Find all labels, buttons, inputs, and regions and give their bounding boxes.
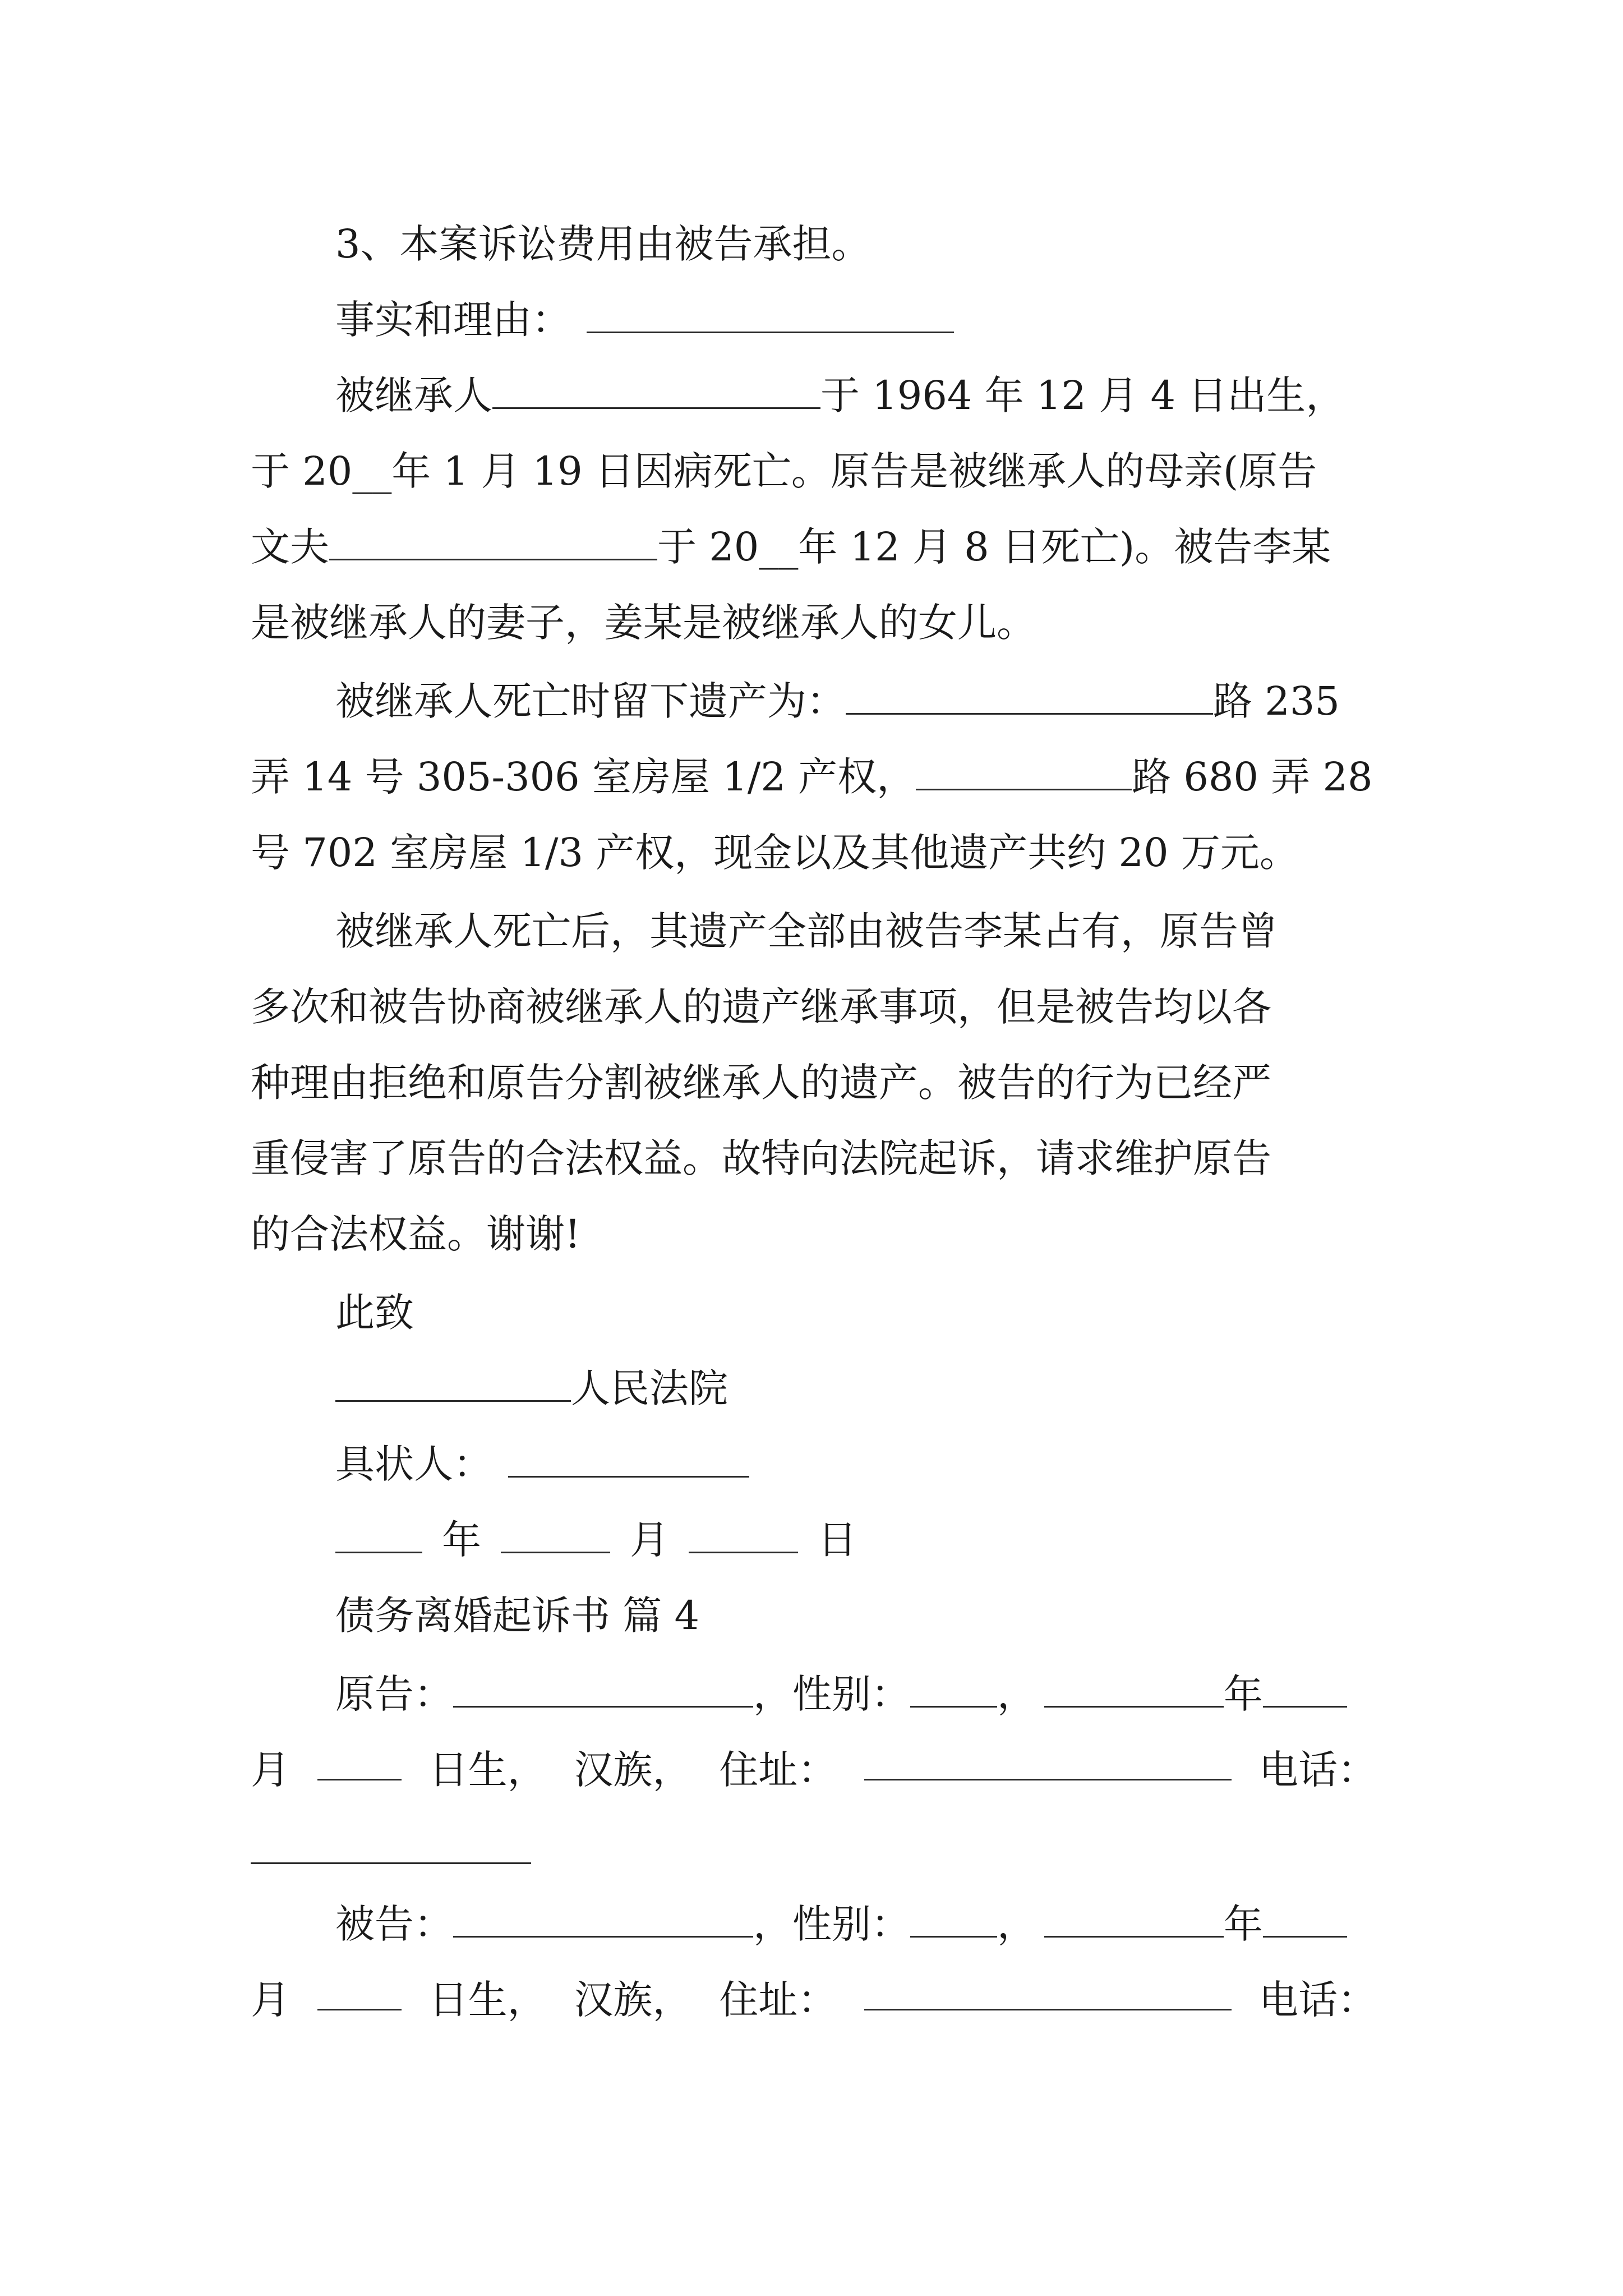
- property-line-2: 号 702 室房屋 1/3 产权，现金以及其他遗产共约 20 万元。: [251, 830, 1299, 876]
- defendant-name-blank: [453, 1899, 753, 1938]
- section-heading: 债务离婚起诉书 篇 4: [335, 1593, 700, 1639]
- month-blank: [501, 1515, 610, 1553]
- address-label: 住址：: [719, 1977, 837, 2023]
- paragraph-occupation-4: 重侵害了原告的合法权益。故特向法院起诉，请求维护原告: [251, 1135, 1271, 1181]
- gender-blank: [910, 1669, 997, 1708]
- husband-death-text: 于 20__年 12 月 8 日死亡)。被告李某: [657, 524, 1331, 570]
- decedent-line: [335, 367, 1345, 424]
- address-blank: [864, 1742, 1232, 1780]
- plaintiff-label: 原告：: [335, 1671, 453, 1717]
- ethnic-label: 汉族，: [574, 1747, 692, 1793]
- death-date-line: 于 20__年 1 月 19 日因病死亡。原告是被继承人的母亲(原告: [251, 448, 1317, 494]
- birth-date-text: 于 1964 年 12 月 4 日出生，: [820, 372, 1345, 418]
- defendant-line-1: [335, 1896, 1347, 1952]
- defendant-label: 被告：: [335, 1901, 453, 1947]
- property-text-2: 路 680 弄 28: [1132, 754, 1373, 800]
- phone-blank: [251, 1862, 531, 1864]
- year-label: 年: [1224, 1671, 1263, 1717]
- gender-label: ，性别：: [753, 1671, 910, 1717]
- court-label: 人民法院: [571, 1365, 728, 1411]
- defendant-line-2: [251, 1972, 1377, 2028]
- road-blank-2: [916, 752, 1132, 790]
- court-line: [335, 1360, 728, 1416]
- day-blank: [689, 1515, 798, 1553]
- birth-month-blank: [1263, 1669, 1347, 1708]
- paragraph-occupation-3: 种理由拒绝和原告分割被继承人的遗产。被告的行为已经严: [251, 1060, 1271, 1106]
- year-label: 年: [1224, 1901, 1263, 1947]
- born-label: 日生，: [428, 1977, 547, 2023]
- month-label: 月: [630, 1517, 669, 1563]
- road-number-text: 路 235: [1213, 678, 1340, 724]
- address-blank: [864, 1972, 1232, 2010]
- birth-year-blank: [1044, 1899, 1224, 1938]
- facts-and-reasons-line: [335, 292, 954, 348]
- date-line: [335, 1512, 857, 1568]
- birth-year-blank: [1044, 1669, 1224, 1708]
- estate-line: [335, 673, 1340, 729]
- husband-name-blank: [329, 522, 657, 560]
- birth-month-blank: [1263, 1899, 1347, 1938]
- month-label: 月: [251, 1747, 290, 1793]
- court-name-blank: [335, 1363, 571, 1402]
- address-label: 住址：: [719, 1747, 837, 1793]
- month-label: 月: [251, 1977, 290, 2023]
- gender-label: ，性别：: [753, 1901, 910, 1947]
- paragraph-litigation-costs: 3、本案诉讼费用由被告承担。: [335, 221, 871, 267]
- property-line-1: [251, 749, 1373, 805]
- decedent-label: 被继承人: [335, 372, 492, 418]
- born-label: 日生，: [428, 1747, 547, 1793]
- petitioner-label: 具状人：: [335, 1441, 492, 1487]
- salutation: 此致: [335, 1290, 414, 1336]
- property-text-1: 弄 14 号 305-306 室房屋 1/2 产权，: [251, 754, 916, 800]
- husband-line: [251, 519, 1331, 575]
- petitioner-line: [335, 1436, 749, 1492]
- plaintiff-name-blank: [453, 1669, 753, 1708]
- comma: ，: [997, 1671, 1036, 1717]
- comma: ，: [997, 1901, 1036, 1947]
- day-label: 日: [818, 1517, 857, 1563]
- birth-day-blank: [317, 1742, 402, 1780]
- ethnic-label: 汉族，: [574, 1977, 692, 2023]
- facts-label: 事实和理由：: [335, 297, 571, 343]
- gender-blank: [910, 1899, 997, 1938]
- year-blank: [335, 1515, 422, 1553]
- decedent-name-blank: [492, 370, 820, 409]
- estate-label: 被继承人死亡时留下遗产为：: [335, 678, 846, 724]
- phone-label: 电话：: [1258, 1747, 1377, 1793]
- birth-day-blank: [317, 1972, 402, 2010]
- husband-label: 文夫: [251, 524, 329, 570]
- paragraph-occupation: 被继承人死亡后，其遗产全部由被告李某占有，原告曾: [335, 908, 1278, 954]
- blank-field: [587, 295, 954, 333]
- relationship-line: 是被继承人的妻子，姜某是被继承人的女儿。: [251, 600, 1036, 646]
- paragraph-occupation-5: 的合法权益。谢谢!: [251, 1211, 581, 1257]
- plaintiff-line-2: [251, 1742, 1377, 1798]
- phone-label: 电话：: [1258, 1977, 1377, 2023]
- plaintiff-line-1: [335, 1666, 1347, 1722]
- road-blank: [846, 676, 1213, 715]
- paragraph-occupation-2: 多次和被告协商被继承人的遗产继承事项，但是被告均以各: [251, 984, 1271, 1030]
- petitioner-blank: [508, 1439, 749, 1478]
- year-label: 年: [442, 1517, 481, 1563]
